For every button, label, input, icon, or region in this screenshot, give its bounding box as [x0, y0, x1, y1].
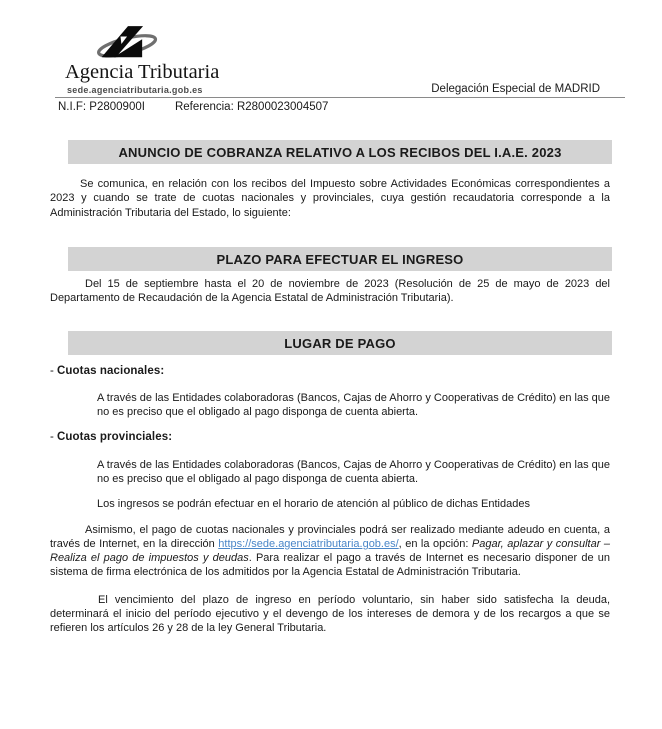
cuotas-provinciales-label-text: Cuotas provinciales: — [57, 431, 173, 444]
agency-name: Agencia Tributaria — [65, 61, 220, 83]
payment-option-italic-text: Pagar, aplazar y consultar – Realiza el pago de impuestos y deudas — [50, 537, 610, 565]
nif-value: N.I.F: P2800900I — [58, 101, 145, 113]
list-dash: - — [50, 431, 58, 444]
document-title-banner: ANUNCIO DE COBRANZA RELATIVO A LOS RECIBOS DEL I.A.E. 2023 — [68, 140, 612, 164]
document-content — [50, 0, 612, 636]
cuotas-nacionales-label — [50, 364, 612, 378]
asimismo-paragraph — [50, 523, 610, 580]
cuotas-nacionales-label-text: Cuotas nacionales: — [57, 365, 165, 378]
reference-line — [58, 101, 328, 113]
cuotas-provinciales-label — [50, 430, 612, 444]
paragraph-text: , en la opción: — [398, 537, 472, 550]
cuotas-nacionales-paragraph: A través de las Entidades colaboradoras (Bancos, Cajas de Ahorro y Cooperativas de Crédito) en las que no es preciso que el obligado al pago disponga de cuenta abierta. — [97, 391, 611, 419]
vencimiento-paragraph: El vencimiento del plazo de ingreso en período voluntario, sin haber sido satisfecha la deuda, determinará el inicio del período ejecutivo y el devengo de los intereses de demora y de los recargos a que se refieren los artículos 26 y 28 de la ley General Tributaria. — [50, 593, 610, 635]
plazo-paragraph: Del 15 de septiembre hasta el 20 de noviembre de 2023 (Resolución de 25 de mayo de 2023 del Departamento de Recaudación de la Agencia Estatal de Administración Tributaria). — [50, 277, 610, 305]
horario-paragraph: Los ingresos se podrán efectuar en el horario de atención al público de dichas Entidades — [97, 498, 530, 511]
sede-url-link[interactable]: https://sede.agenciatributaria.gob.es/ — [218, 537, 399, 550]
paragraph-text: . Para realizar el pago a través de Internet es necesario disponer de un sistema de firma electrónica de los admitidos por la Agencia Estatal de Administración Tributaria. — [50, 552, 610, 579]
intro-paragraph: Se comunica, en relación con los recibos del Impuesto sobre Actividades Económicas correspondientes a 2023 y cuando se trate de cuotas nacionales y provinciales, cuya gestión recaudatoria corresponde a la Administración Tributaria del Estado, lo siguiente: — [50, 178, 610, 219]
referencia-value: Referencia: R2800023004507 — [174, 101, 329, 113]
delegation-name: Delegación Especial de MADRID — [431, 83, 600, 95]
header-divider — [55, 97, 625, 98]
paragraph-text: Asimismo, el pago de cuotas nacionales y provinciales podrá ser realizado mediante adeudo en cuenta, a través de Internet, en la dirección — [50, 523, 610, 550]
letterhead — [50, 0, 612, 118]
section-heading-plazo: PLAZO PARA EFECTUAR EL INGRESO — [68, 247, 612, 271]
list-dash: - — [50, 365, 58, 378]
section-heading-lugar-de-pago: LUGAR DE PAGO — [68, 331, 612, 355]
agencia-tributaria-logo-icon — [95, 26, 161, 62]
cuotas-provinciales-paragraph: A través de las Entidades colaboradoras (Bancos, Cajas de Ahorro y Cooperativas de Crédito) en las que no es preciso que el obligado al pago disponga de cuenta abierta. — [97, 458, 611, 485]
agency-website: sede.agenciatributaria.gob.es — [67, 85, 203, 95]
